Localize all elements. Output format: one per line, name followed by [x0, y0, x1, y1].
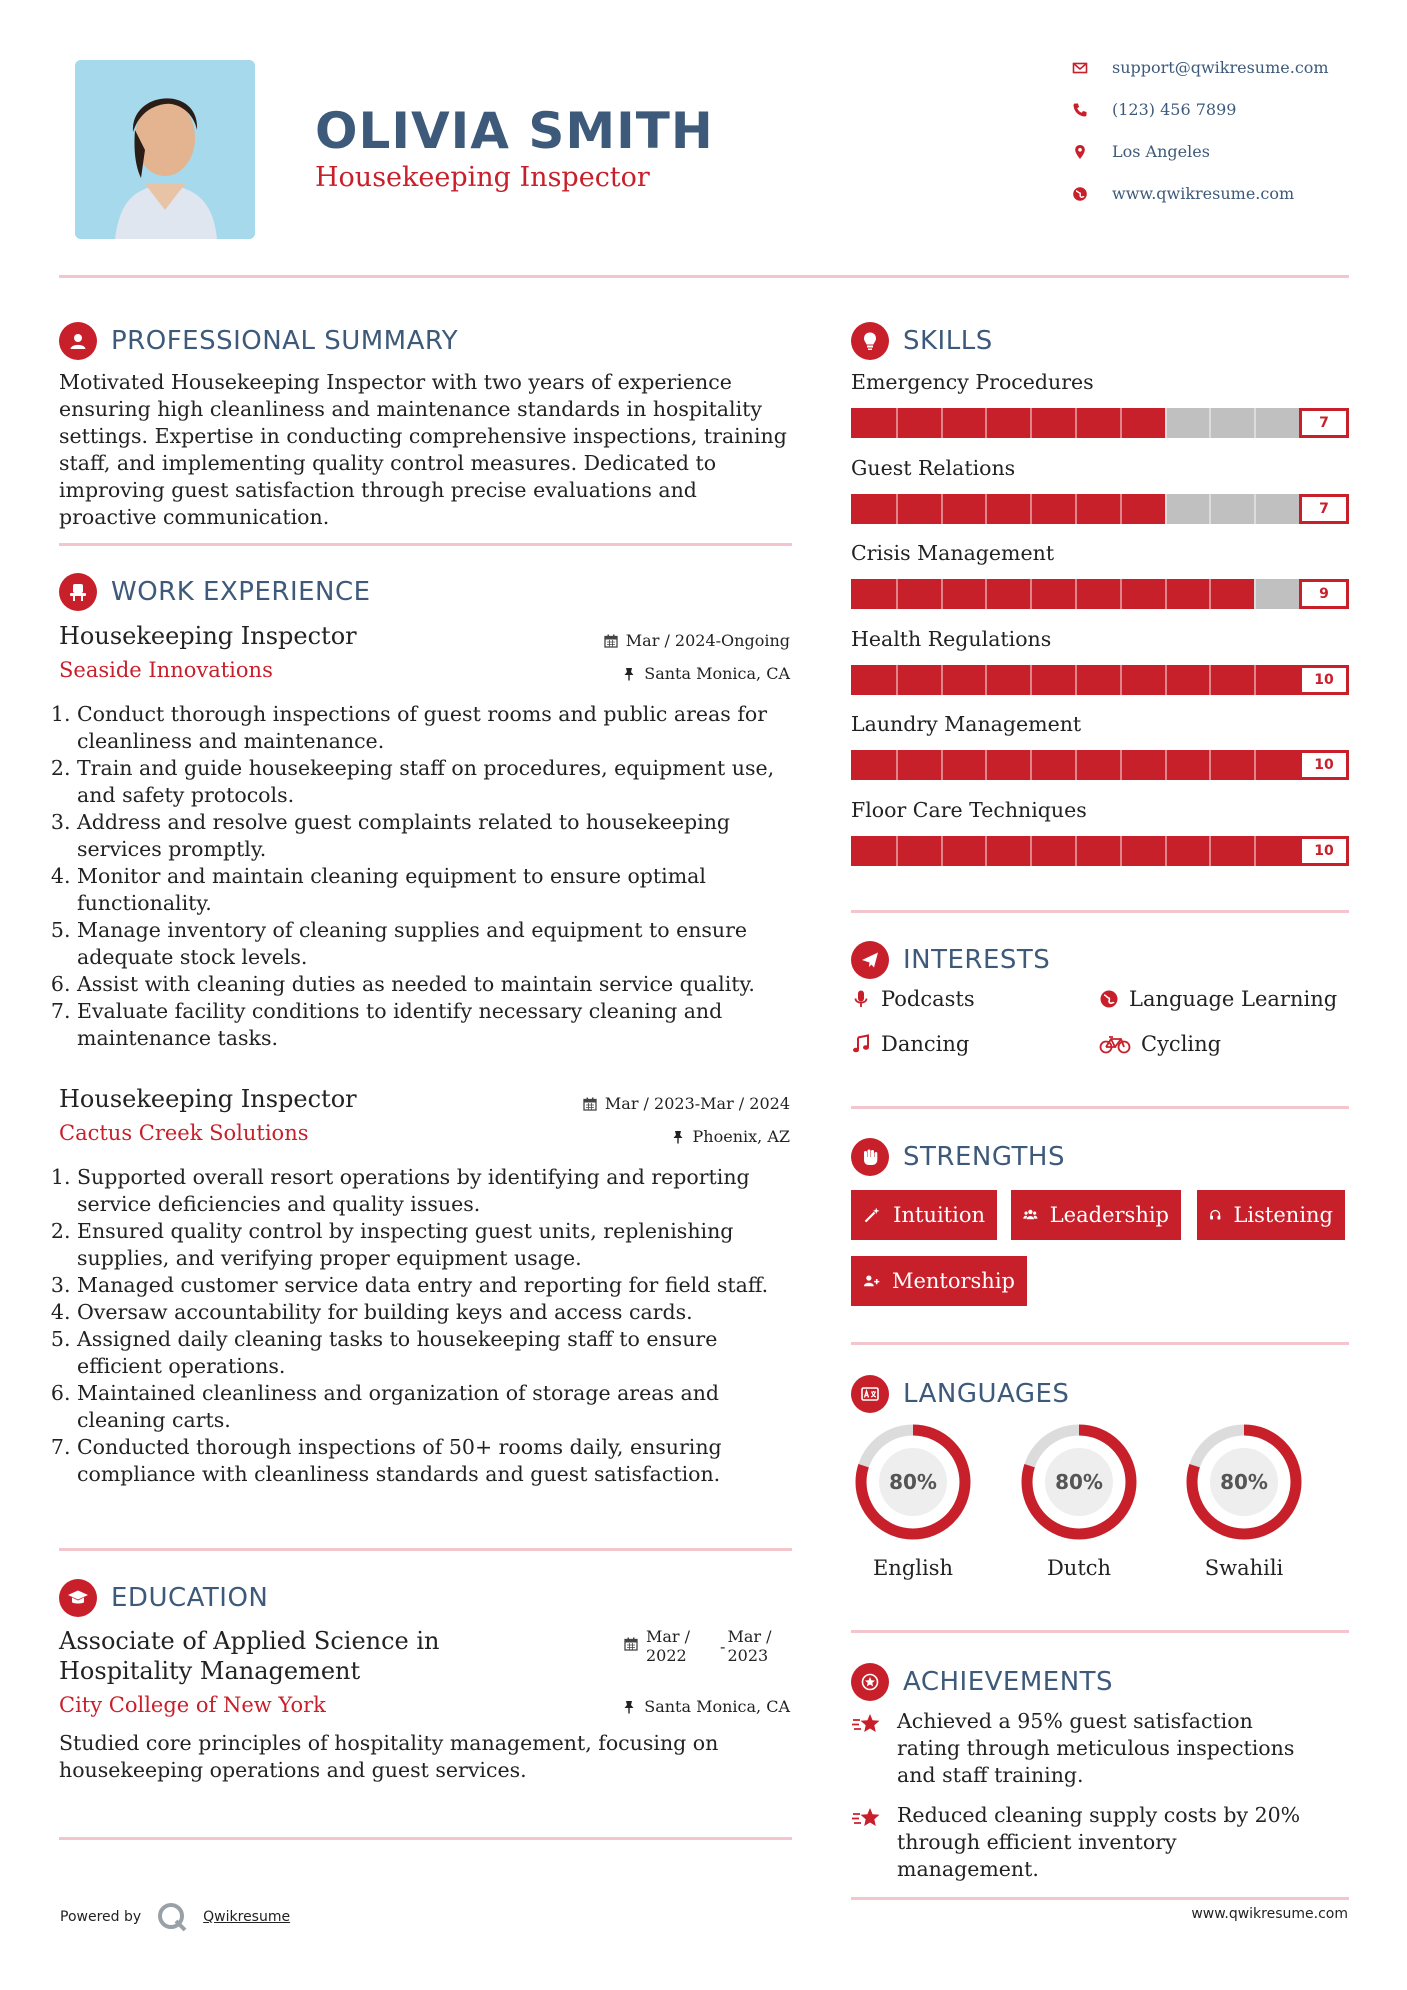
skill-level: 10	[1299, 836, 1349, 866]
skill-bar-fill	[851, 579, 1254, 609]
list-item: 2. Train and guide housekeeping staff on procedures, equipment use, and safety protocols.	[77, 755, 799, 809]
job-2-location	[671, 1127, 790, 1146]
magic-wand-icon	[863, 1204, 881, 1226]
language-icon	[851, 1375, 889, 1413]
powered-by-text: Powered by	[60, 1909, 142, 1925]
list-item: 3. Address and resolve guest complaints related to housekeeping services promptly.	[77, 809, 799, 863]
skill-bar-segment	[1120, 665, 1122, 695]
skill-bar-segment	[1075, 836, 1077, 866]
skill-label: Emergency Procedures	[851, 370, 1094, 394]
chair-icon	[59, 573, 97, 611]
skill-bar	[851, 408, 1349, 438]
languages-heading	[851, 1375, 1069, 1413]
summary-divider	[59, 543, 792, 546]
lightbulb-icon	[851, 322, 889, 360]
skill-bar	[851, 494, 1349, 524]
job-2-dates-text: Mar / 2023-Mar / 2024	[604, 1094, 790, 1113]
skill-bar-segment	[1165, 579, 1167, 609]
skill-bar-segment	[1254, 836, 1256, 866]
location-pin-icon	[1072, 144, 1112, 160]
skill-bar	[851, 750, 1349, 780]
skill-label: Laundry Management	[851, 712, 1082, 736]
skill-bar-fill	[851, 665, 1349, 695]
footer-url[interactable]: www.qwikresume.com	[1191, 1906, 1348, 1922]
education-start-year: 2022	[646, 1646, 687, 1665]
strength-listening-label: Listening	[1233, 1203, 1333, 1227]
strength-leadership	[1011, 1190, 1181, 1240]
skill-bar-segment	[1209, 750, 1211, 780]
profile-photo	[75, 60, 255, 239]
job-1-title: Housekeeping Inspector	[59, 622, 357, 650]
bicycle-icon	[1099, 1034, 1131, 1054]
job-2-duties	[59, 1164, 799, 1488]
candidate-name: OLIVIA SMITH	[315, 102, 714, 160]
education-end-year: 2023	[727, 1646, 769, 1665]
skill-bar-segment	[1030, 836, 1032, 866]
education-date-dash: -	[720, 1637, 726, 1656]
contact-location-text: Los Angeles	[1112, 142, 1210, 161]
skill-bar-segment	[1165, 408, 1167, 438]
skill-level: 7	[1299, 494, 1349, 524]
pushpin-icon	[622, 1700, 636, 1714]
interest-language-learning	[1099, 987, 1337, 1011]
skill-bar-segment	[941, 579, 943, 609]
contact-location	[1072, 142, 1210, 161]
list-item: 1. Conduct thorough inspections of guest rooms and public areas for cleanliness and maintenance.	[77, 701, 799, 755]
skill-bar-segment	[1209, 579, 1211, 609]
strengths-heading-text: STRENGTHS	[903, 1142, 1065, 1172]
list-item: 7. Evaluate facility conditions to identify necessary cleaning and maintenance tasks.	[77, 998, 799, 1052]
skill-bar	[851, 665, 1349, 695]
achievement-2	[851, 1802, 1311, 1883]
skill-level: 10	[1299, 665, 1349, 695]
job-1-location-text: Santa Monica, CA	[644, 664, 790, 683]
skill-bar-segment	[985, 408, 987, 438]
user-icon	[59, 322, 97, 360]
skill-bar-segment	[1030, 408, 1032, 438]
work-heading-text: WORK EXPERIENCE	[111, 577, 371, 607]
headphones-icon	[1209, 1204, 1221, 1226]
calendar-icon	[604, 634, 618, 648]
skill-bar-segment	[1075, 750, 1077, 780]
skill-bar-fill	[851, 836, 1349, 866]
skill-bar-segment	[1075, 665, 1077, 695]
fist-icon	[851, 1138, 889, 1176]
skill-bar-segment	[1120, 579, 1122, 609]
skill-bar-segment	[941, 750, 943, 780]
skill-bar-segment	[1120, 836, 1122, 866]
skill-bar-segment	[1165, 836, 1167, 866]
phone-icon	[1072, 102, 1112, 118]
skill-label: Guest Relations	[851, 455, 1016, 480]
skill-bar-segment	[1030, 665, 1032, 695]
list-item: 1. Supported overall resort operations by identifying and reporting service deficiencies and quality issues.	[77, 1164, 799, 1218]
languages-heading-text: LANGUAGES	[903, 1379, 1070, 1409]
interest-dancing	[851, 1032, 969, 1056]
footer-branding	[60, 1900, 290, 1934]
skill-level: 9	[1299, 579, 1349, 609]
education-location-text: Santa Monica, CA	[644, 1697, 790, 1716]
interests-heading	[851, 941, 1050, 979]
achievement-2-text: Reduced cleaning supply costs by 20% through efficient inventory management.	[897, 1803, 1301, 1881]
avatar	[75, 60, 255, 239]
language-item	[851, 1420, 975, 1580]
skill-bar-segment	[896, 494, 898, 524]
skill-level: 7	[1299, 408, 1349, 438]
skill-bar-segment	[985, 494, 987, 524]
education-end	[727, 1627, 771, 1665]
globe-icon	[1099, 989, 1119, 1009]
skill-bar-segment	[985, 750, 987, 780]
list-item: 3. Managed customer service data entry and reporting for field staff.	[77, 1272, 799, 1299]
contact-email[interactable]	[1072, 58, 1329, 77]
contact-website-text: www.qwikresume.com	[1112, 184, 1295, 203]
skill-level: 10	[1299, 750, 1349, 780]
contact-website[interactable]	[1072, 184, 1294, 203]
job-2-location-text: Phoenix, AZ	[692, 1127, 790, 1146]
skill-label: Crisis Management	[851, 541, 1055, 565]
skill-bar-segment	[985, 665, 987, 695]
job-1-company: Seaside Innovations	[59, 658, 273, 682]
job-2-company: Cactus Creek Solutions	[59, 1121, 309, 1145]
globe-icon	[1072, 186, 1112, 202]
skill-bar	[851, 836, 1349, 866]
education-divider	[59, 1837, 792, 1840]
language-name: Swahili	[1204, 1556, 1284, 1580]
job-1-dates	[604, 631, 790, 650]
interest-cycling-label: Cycling	[1141, 1032, 1222, 1056]
strength-intuition	[851, 1190, 997, 1240]
interest-cycling	[1099, 1032, 1221, 1056]
skills-divider	[851, 910, 1349, 913]
skill-bar-segment	[1165, 665, 1167, 695]
education-end-month: Mar /	[727, 1627, 772, 1646]
skill-bar-segment	[1209, 836, 1211, 866]
language-percent: 80%	[1055, 1470, 1103, 1494]
summary-heading-text: PROFESSIONAL SUMMARY	[111, 326, 459, 356]
shooting-star-icon	[851, 1804, 883, 1832]
education-dates	[624, 1627, 772, 1665]
job-1-duties	[59, 701, 799, 1052]
list-item: 6. Assist with cleaning duties as needed to maintain service quality.	[77, 971, 799, 998]
skill-bar	[851, 579, 1349, 609]
language-name: English	[872, 1556, 954, 1580]
strength-leadership-label: Leadership	[1049, 1203, 1169, 1227]
qwikresume-logo-icon	[155, 1900, 189, 1934]
skill-bar-segment	[1075, 494, 1077, 524]
skill-bar-segment	[985, 836, 987, 866]
shooting-star-icon	[851, 1710, 883, 1738]
award-star-icon	[851, 1663, 889, 1701]
achievement-1-text: Achieved a 95% guest satisfaction rating through meticulous inspections and staff training.	[897, 1709, 1295, 1787]
skill-label: Floor Care Techniques	[851, 797, 1087, 822]
qwikresume-link[interactable]: Qwikresume	[203, 1909, 291, 1925]
summary-text: Motivated Housekeeping Inspector with two years of experience ensuring high cleanliness and maintenance standards in hospitality settings. Expertise in conducting comprehensive inspections, training staff, and implementing quality control measures. Dedicated to improving guest satisfaction through precise evaluations and proactive communication.	[59, 370, 787, 529]
education-heading-text: EDUCATION	[111, 1583, 269, 1613]
work-heading	[59, 573, 371, 611]
skill-bar-segment	[1030, 579, 1032, 609]
strengths-heading	[851, 1138, 1065, 1176]
skill-bar-segment	[1120, 494, 1122, 524]
skill-bar-segment	[941, 836, 943, 866]
skill-bar-fill	[851, 408, 1165, 438]
contact-phone-text: (123) 456 7899	[1112, 100, 1237, 119]
job-1-location	[622, 664, 790, 683]
strength-mentorship	[851, 1256, 1027, 1306]
interests-divider	[851, 1106, 1349, 1109]
skill-bar-segment	[1165, 750, 1167, 780]
job-1-dates-text: Mar / 2024-Ongoing	[625, 631, 790, 650]
skill-bar-segment	[1120, 408, 1122, 438]
language-item	[1017, 1420, 1141, 1580]
list-item: 6. Maintained cleanliness and organization of storage areas and cleaning carts.	[77, 1380, 799, 1434]
skills-heading-text: SKILLS	[903, 326, 993, 356]
skill-bar-segment	[1209, 494, 1211, 524]
skill-bar-segment	[1209, 408, 1211, 438]
graduation-icon	[59, 1579, 97, 1617]
degree-title: Associate of Applied Science in Hospitality Management	[59, 1627, 440, 1685]
education-start-month: Mar /	[646, 1627, 691, 1646]
achievements-heading-text: ACHIEVEMENTS	[903, 1667, 1114, 1697]
users-icon	[1023, 1204, 1038, 1226]
language-percent: 80%	[889, 1470, 937, 1494]
skills-heading	[851, 322, 993, 360]
interests-heading-text: INTERESTS	[903, 945, 1051, 975]
microphone-icon	[851, 989, 871, 1009]
list-item: 4. Monitor and maintain cleaning equipment to ensure optimal functionality.	[77, 863, 799, 917]
skill-bar-segment	[1030, 750, 1032, 780]
skill-bar-segment	[896, 579, 898, 609]
contact-phone[interactable]	[1072, 100, 1236, 119]
skill-bar-segment	[941, 408, 943, 438]
contact-email-text: support@qwikresume.com	[1112, 58, 1329, 77]
job-2-title: Housekeeping Inspector	[59, 1085, 357, 1113]
envelope-icon	[1072, 60, 1112, 76]
music-note-icon	[851, 1034, 871, 1054]
skill-bar-segment	[896, 665, 898, 695]
job-2-dates	[583, 1094, 790, 1113]
interest-language-learning-label: Language Learning	[1129, 987, 1338, 1011]
skill-bar-segment	[896, 750, 898, 780]
education-start	[646, 1627, 690, 1665]
skill-bar-segment	[941, 665, 943, 695]
list-item: 4. Oversaw accountability for building keys and access cards.	[77, 1299, 799, 1326]
list-item: 2. Ensured quality control by inspecting guest units, replenishing supplies, and verifying proper equipment usage.	[77, 1218, 799, 1272]
summary-heading	[59, 322, 458, 360]
skill-bar-segment	[941, 494, 943, 524]
skill-bar-segment	[896, 836, 898, 866]
list-item: 5. Manage inventory of cleaning supplies and equipment to ensure adequate stock levels.	[77, 917, 799, 971]
skill-bar-segment	[1254, 750, 1256, 780]
skill-bar-segment	[1030, 494, 1032, 524]
skill-bar-fill	[851, 494, 1165, 524]
strength-listening	[1197, 1190, 1345, 1240]
skill-bar-segment	[896, 408, 898, 438]
strengths-divider	[851, 1342, 1349, 1345]
school-name: City College of New York	[59, 1693, 326, 1717]
skill-bar-fill	[851, 750, 1349, 780]
languages-divider	[851, 1630, 1349, 1633]
strength-intuition-label: Intuition	[893, 1203, 985, 1227]
achievement-1	[851, 1708, 1311, 1789]
calendar-icon	[624, 1637, 638, 1651]
list-item: 5. Assigned daily cleaning tasks to housekeeping staff to ensure efficient operations.	[77, 1326, 799, 1380]
education-location	[622, 1697, 790, 1716]
header-divider	[59, 275, 1349, 278]
interest-podcasts	[851, 987, 975, 1011]
skill-bar-segment	[1254, 408, 1256, 438]
candidate-title: Housekeeping Inspector	[315, 162, 650, 193]
skill-bar-segment	[985, 579, 987, 609]
calendar-icon	[583, 1097, 597, 1111]
language-percent: 80%	[1220, 1470, 1268, 1494]
skill-bar-segment	[1120, 750, 1122, 780]
skill-bar-segment	[1075, 408, 1077, 438]
skill-label: Health Regulations	[851, 626, 1052, 651]
list-item: 7. Conducted thorough inspections of 50+ rooms daily, ensuring compliance with cleanliness standards and guest satisfaction.	[77, 1434, 799, 1488]
skill-bar-segment	[1209, 665, 1211, 695]
user-plus-icon	[863, 1270, 880, 1292]
paper-plane-icon	[851, 941, 889, 979]
language-item	[1182, 1420, 1306, 1580]
skill-bar-segment	[1254, 665, 1256, 695]
interest-podcasts-label: Podcasts	[881, 987, 975, 1011]
skill-bar-segment	[1165, 494, 1167, 524]
work-divider	[59, 1548, 792, 1551]
pushpin-icon	[671, 1130, 685, 1144]
strength-mentorship-label: Mentorship	[891, 1269, 1015, 1293]
skill-bar-segment	[1075, 579, 1077, 609]
pushpin-icon	[622, 667, 636, 681]
education-description: Studied core principles of hospitality management, focusing on housekeeping operations and guest services.	[59, 1731, 719, 1782]
achievements-divider	[851, 1897, 1349, 1900]
achievements-heading	[851, 1663, 1113, 1701]
interest-dancing-label: Dancing	[881, 1032, 970, 1056]
skill-bar-segment	[1254, 494, 1256, 524]
education-heading	[59, 1579, 268, 1617]
skill-bar-segment	[1254, 579, 1256, 609]
language-name: Dutch	[1046, 1556, 1112, 1580]
